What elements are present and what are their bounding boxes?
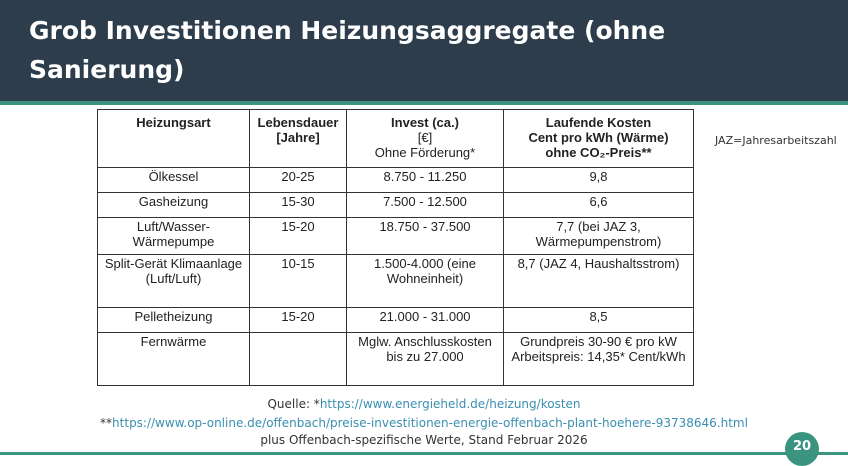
page-number-badge: 20	[785, 432, 819, 466]
investment-table	[97, 109, 694, 386]
source-line-2	[0, 416, 848, 430]
cell-art: Split-Gerät Klimaanlage (Luft/Luft)	[98, 255, 250, 308]
title-bar-accent	[0, 101, 848, 105]
header-laufende-kosten: Laufende Kosten Cent pro kWh (Wärme) ohne CO₂-Preis**	[504, 110, 694, 168]
source-label-1: Quelle: *	[267, 397, 320, 411]
cell-invest: 7.500 - 12.500	[347, 193, 504, 218]
cell-art: Fernwärme	[98, 333, 250, 386]
slide-title: Grob Investitionen Heizungsaggregate (ohne Sanierung)	[29, 16, 666, 84]
table-row	[98, 168, 694, 193]
cell-invest: 18.750 - 37.500	[347, 218, 504, 255]
cell-invest: Mglw. Anschlusskosten bis zu 27.000	[347, 333, 504, 386]
cell-art: Pelletheizung	[98, 308, 250, 333]
cell-invest: 8.750 - 11.250	[347, 168, 504, 193]
cell-dauer: 20-25	[250, 168, 347, 193]
header-heizungsart: Heizungsart	[98, 110, 250, 168]
table-row	[98, 308, 694, 333]
cell-kosten: Grundpreis 30-90 € pro kW Arbeitspreis: 14,35* Cent/kWh	[504, 333, 694, 386]
cell-dauer	[250, 333, 347, 386]
cell-dauer: 15-20	[250, 308, 347, 333]
cell-invest: 1.500-4.000 (eine Wohneinheit)	[347, 255, 504, 308]
cell-kosten: 6,6	[504, 193, 694, 218]
source-line-3: plus Offenbach-spezifische Werte, Stand Februar 2026	[260, 433, 588, 447]
cell-dauer: 15-20	[250, 218, 347, 255]
table-row	[98, 255, 694, 308]
source-line-1	[0, 397, 848, 411]
cell-kosten: 8,5	[504, 308, 694, 333]
cell-art: Ölkessel	[98, 168, 250, 193]
cell-invest: 21.000 - 31.000	[347, 308, 504, 333]
source-label-2: **	[100, 416, 113, 430]
cell-kosten: 7,7 (bei JAZ 3, Wärmepumpenstrom)	[504, 218, 694, 255]
cell-art: Luft/Wasser-Wärmepumpe	[98, 218, 250, 255]
cell-kosten: 8,7 (JAZ 4, Haushaltsstrom)	[504, 255, 694, 308]
cell-dauer: 10-15	[250, 255, 347, 308]
table-row	[98, 218, 694, 255]
jaz-note: JAZ=Jahresarbeitszahl	[715, 134, 837, 147]
cell-art: Gasheizung	[98, 193, 250, 218]
source-link-2[interactable]: https://www.op-online.de/offenbach/preise-investitionen-energie-offenbach-plant-hoehere-93738646.html	[112, 416, 748, 430]
header-lebensdauer: Lebensdauer [Jahre]	[250, 110, 347, 168]
table-row	[98, 193, 694, 218]
cell-kosten: 9,8	[504, 168, 694, 193]
cell-dauer: 15-30	[250, 193, 347, 218]
header-invest: Invest (ca.) [€] Ohne Förderung*	[347, 110, 504, 168]
table-row	[98, 333, 694, 386]
table-header-row	[98, 110, 694, 168]
source-link-1[interactable]: https://www.energieheld.de/heizung/kosten	[319, 397, 581, 411]
